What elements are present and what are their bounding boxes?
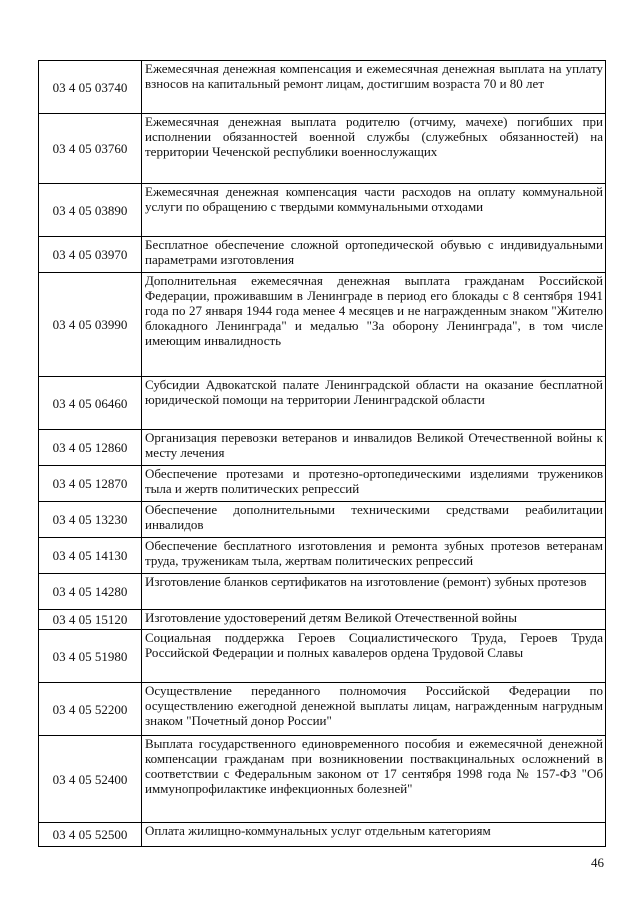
row-code: 03 4 05 14280 bbox=[39, 574, 142, 610]
table-row bbox=[39, 237, 606, 273]
row-code: 03 4 05 03990 bbox=[39, 273, 142, 377]
table-row bbox=[39, 502, 606, 538]
row-description: Дополнительная ежемесячная денежная выплата гражданам Российской Федерации, проживавшим в Ленинграде в период его блокады с 8 сентября 1941 года по 27 января 1944 года менее 4 месяцев и не награжденным знаком "Жителю блокадного Ленинграда" и медалью "За оборону Ленинграда", в том числе имеющим инвалидность bbox=[142, 273, 606, 377]
table-row bbox=[39, 114, 606, 184]
row-code: 03 4 05 13230 bbox=[39, 502, 142, 538]
row-code: 03 4 05 03890 bbox=[39, 184, 142, 237]
row-code: 03 4 05 12870 bbox=[39, 466, 142, 502]
row-code: 03 4 05 12860 bbox=[39, 430, 142, 466]
row-code: 03 4 05 52200 bbox=[39, 683, 142, 736]
row-description: Ежемесячная денежная выплата родителю (отчиму, мачехе) погибших при исполнении обязанностей военной службы (служебных обязанностей) на территории Чеченской республики военнослужащих bbox=[142, 114, 606, 184]
row-description: Обеспечение бесплатного изготовления и ремонта зубных протезов ветеранам труда, труженикам тыла, жертвам политических репрессий bbox=[142, 538, 606, 574]
row-description: Осуществление переданного полномочия Российской Федерации по осуществлению ежегодной денежной выплаты лицам, награжденным нагрудным знаком "Почетный донор России" bbox=[142, 683, 606, 736]
table-row bbox=[39, 61, 606, 114]
row-code: 03 4 05 03760 bbox=[39, 114, 142, 184]
row-code: 03 4 05 14130 bbox=[39, 538, 142, 574]
table-row bbox=[39, 823, 606, 847]
table-row bbox=[39, 630, 606, 683]
row-description: Изготовление бланков сертификатов на изготовление (ремонт) зубных протезов bbox=[142, 574, 606, 610]
table-row bbox=[39, 377, 606, 430]
row-code: 03 4 05 06460 bbox=[39, 377, 142, 430]
row-description: Организация перевозки ветеранов и инвалидов Великой Отечественной войны к месту лечения bbox=[142, 430, 606, 466]
table-body bbox=[39, 61, 606, 847]
table-row bbox=[39, 184, 606, 237]
row-description: Социальная поддержка Героев Социалистического Труда, Героев Труда Российской Федерации и полных кавалеров ордена Трудовой Славы bbox=[142, 630, 606, 683]
row-code: 03 4 05 03740 bbox=[39, 61, 142, 114]
row-description: Выплата государственного единовременного пособия и ежемесячной денежной компенсации гражданам при возникновении поствакцинальных осложнений в соответствии с Федеральным законом от 17 сентября 1998 года № 157-ФЗ "Об иммунопрофилактике инфекционных болезней" bbox=[142, 736, 606, 823]
document-page bbox=[38, 60, 606, 847]
table-row bbox=[39, 430, 606, 466]
table-row bbox=[39, 466, 606, 502]
row-description: Ежемесячная денежная компенсация и ежемесячная денежная выплата на уплату взносов на капитальный ремонт лицам, достигшим возраста 70 и 80 лет bbox=[142, 61, 606, 114]
table-row bbox=[39, 538, 606, 574]
row-description: Ежемесячная денежная компенсация части расходов на оплату коммунальной услуги по обращению с твердыми коммунальными отходами bbox=[142, 184, 606, 237]
row-description: Оплата жилищно-коммунальных услуг отдельным категориям bbox=[142, 823, 606, 847]
row-code: 03 4 05 03970 bbox=[39, 237, 142, 273]
row-code: 03 4 05 52500 bbox=[39, 823, 142, 847]
row-description: Обеспечение протезами и протезно-ортопедическими изделиями тружеников тыла и жертв политических репрессий bbox=[142, 466, 606, 502]
row-code: 03 4 05 52400 bbox=[39, 736, 142, 823]
table-row bbox=[39, 273, 606, 377]
page-number: 46 bbox=[591, 855, 604, 870]
row-code: 03 4 05 15120 bbox=[39, 610, 142, 630]
row-description: Обеспечение дополнительными техническими средствами реабилитации инвалидов bbox=[142, 502, 606, 538]
row-description: Бесплатное обеспечение сложной ортопедической обувью с индивидуальными параметрами изготовления bbox=[142, 237, 606, 273]
row-description: Субсидии Адвокатской палате Ленинградской области на оказание бесплатной юридической помощи на территории Ленинградской области bbox=[142, 377, 606, 430]
table-row bbox=[39, 610, 606, 630]
row-description: Изготовление удостоверений детям Великой Отечественной войны bbox=[142, 610, 606, 630]
budget-code-table bbox=[38, 60, 606, 847]
table-row bbox=[39, 683, 606, 736]
row-code: 03 4 05 51980 bbox=[39, 630, 142, 683]
table-row bbox=[39, 574, 606, 610]
table-row bbox=[39, 736, 606, 823]
